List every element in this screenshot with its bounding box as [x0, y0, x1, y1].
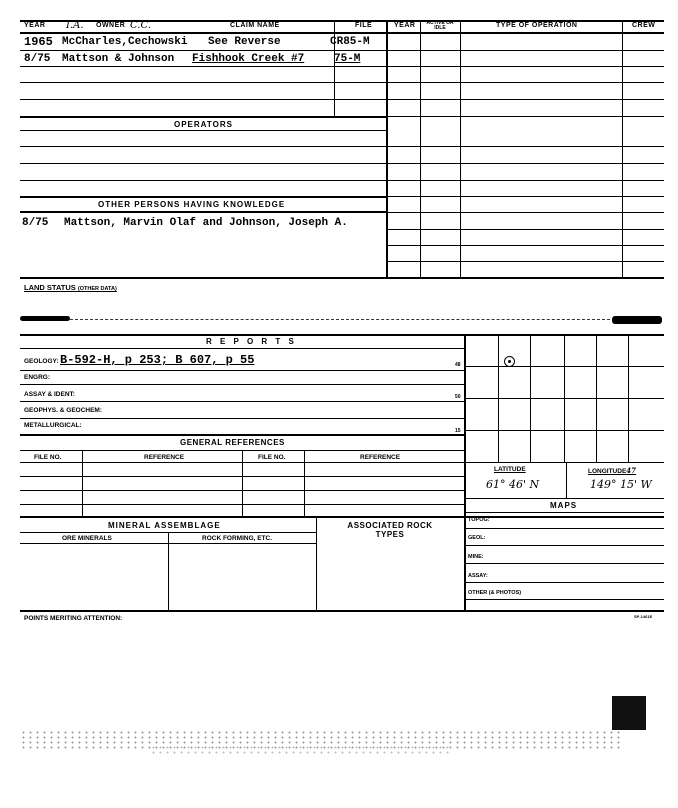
other-persons-label: OTHER PERSONS HAVING KNOWLEDGE: [98, 200, 286, 209]
form-number: SP-1461E: [634, 614, 653, 619]
scan-noise: [150, 745, 450, 755]
metallurgical-label: METALLURGICAL:: [24, 422, 82, 429]
other-person-year: 8/75: [22, 217, 49, 229]
location-marker-icon: [504, 356, 515, 367]
associated-rock-types-header: ASSOCIATED ROCK TYPES: [347, 521, 433, 539]
assay-num: 50: [455, 394, 461, 400]
header-owner-prefix: I.A.: [66, 20, 84, 31]
header-file: FILE: [355, 22, 373, 29]
header-bottom-rule: [20, 32, 664, 34]
header-type-of-operation: TYPE OF OPERATION: [496, 22, 578, 29]
general-references-title: GENERAL REFERENCES: [180, 438, 285, 447]
maps-assay-label: ASSAY:: [468, 573, 488, 579]
claim-row-claim: See Reverse: [208, 36, 281, 48]
geology-label: GEOLOGY:: [24, 358, 59, 365]
maps-title: MAPS: [550, 501, 578, 510]
maps-geol-label: GEOL:: [468, 535, 486, 541]
land-status-label: LAND STATUS (OTHER DATA): [24, 283, 117, 292]
claim-row-owner: Mattson & Johnson: [62, 53, 175, 65]
longitude-label: LONGITUDE47: [588, 466, 637, 475]
header-year: YEAR: [24, 22, 46, 29]
reference-header: REFERENCE: [144, 454, 185, 461]
claim-row-year: 8/75: [24, 53, 51, 65]
header-crew: CREW: [632, 22, 656, 29]
geology-value: B-592-H, p 253; B 607, p 55: [60, 353, 255, 367]
reference-header: REFERENCE: [360, 454, 401, 461]
metallurgical-num: 15: [455, 428, 461, 434]
maps-topog-label: TOPOG:: [468, 517, 490, 523]
geology-num: 48: [455, 362, 461, 368]
file-no-header: FILE NO.: [34, 454, 62, 461]
maps-other-label: OTHER (& PHOTOS): [468, 590, 522, 596]
assay-label: ASSAY & IDENT:: [24, 391, 75, 398]
latitude-value: 61° 46' N: [486, 478, 540, 491]
ore-minerals-header: ORE MINERALS: [62, 535, 112, 542]
geophys-label: GEOPHYS. & GEOCHEM:: [24, 407, 103, 414]
operators-label: OPERATORS: [174, 120, 233, 129]
maps-mine-label: MINE:: [468, 554, 484, 560]
rock-forming-header: ROCK FORMING, ETC.: [202, 535, 273, 542]
other-person-text: Mattson, Marvin Olaf and Johnson, Joseph A.: [64, 217, 348, 229]
mineral-assemblage-title: MINERAL ASSEMBLAGE: [108, 521, 221, 530]
scan-smudge: [612, 316, 662, 324]
header-owner-suffix: C.C.: [130, 20, 151, 31]
claim-row-year: 1965: [24, 35, 53, 49]
points-meriting-attention-label: POINTS MERITING ATTENTION:: [24, 615, 123, 622]
file-no-header: FILE NO.: [258, 454, 286, 461]
scan-smudge: [20, 316, 70, 321]
header-claim-name: CLAIM NAME: [230, 22, 280, 29]
header-owner: OWNER: [96, 22, 126, 29]
claim-row-claim: Fishhook Creek #7: [192, 53, 305, 65]
latitude-label: LATITUDE: [494, 466, 526, 473]
engrg-label: ENGRG:: [24, 374, 50, 381]
claim-row-file: CR85-M: [330, 36, 370, 48]
longitude-value: 149° 15' W: [590, 478, 652, 491]
claim-row-owner: McCharles,Cechowski: [62, 36, 188, 48]
header-active-or-idle: ACTIVE OR IDLE: [426, 20, 454, 31]
reports-title: R E P O R T S: [206, 337, 297, 346]
scan-dark-patch: [612, 696, 646, 730]
claim-row-file: 75-M: [334, 53, 361, 65]
header-year-2: YEAR: [394, 22, 416, 29]
